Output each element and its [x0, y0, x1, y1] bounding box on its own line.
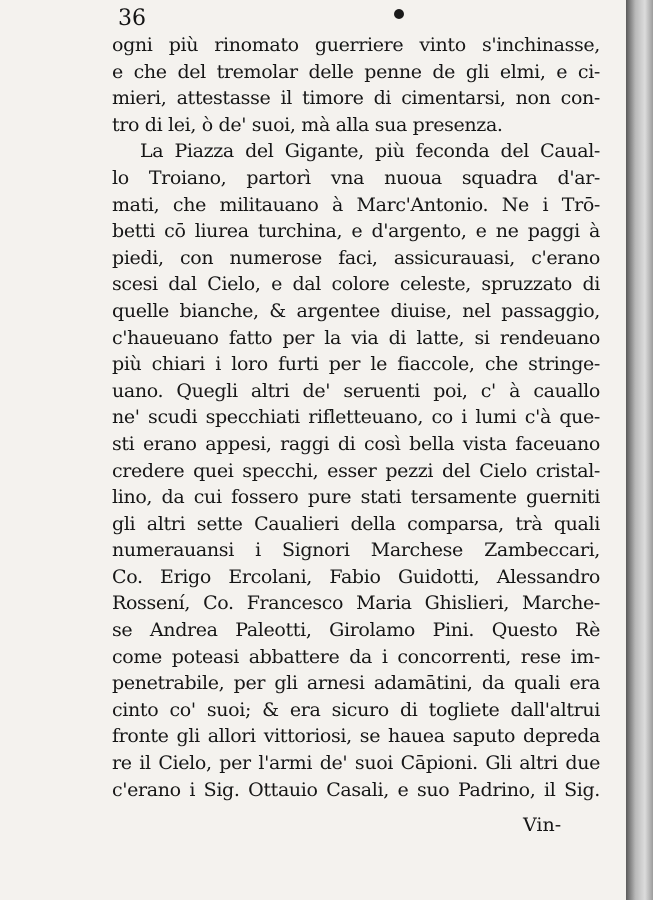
text-line: cinto co' suoi; & era sicuro di togliete dall'altrui: [112, 698, 600, 721]
page-edge-shadow: [626, 0, 653, 900]
text-line: più chiari i loro furti per le fiaccole, che stringe-: [112, 353, 600, 376]
text-line: uano. Quegli altri de' seruenti poi, c' à cauallo: [112, 379, 600, 402]
text-line: betti cō liurea turchina, e d'argento, e ne paggi à: [112, 220, 600, 243]
ink-dot-ornament: [394, 9, 404, 19]
catchword: Vin-: [523, 814, 562, 836]
text-line: scesi dal Cielo, e dal colore celeste, spruzzato di: [112, 273, 600, 296]
text-line: ogni più rinomato guerriere vinto s'inchinasse,: [112, 34, 600, 56]
text-line: se Andrea Paleotti, Girolamo Pini. Questo Rè: [112, 619, 600, 642]
text-line: c'haueuano fatto per la via di latte, si rendeuano: [112, 326, 600, 349]
text-line: come poteasi abbattere da i concorrenti, rese im-: [112, 645, 600, 668]
text-line: re il Cielo, per l'armi de' suoi Cāpioni. Gli altri due: [112, 752, 600, 775]
text-line: sti erano appesi, raggi di così bella vista faceuano: [112, 432, 600, 455]
text-line: mati, che militauano à Marc'Antonio. Ne i Trō-: [112, 193, 600, 216]
text-line: Rossení, Co. Francesco Maria Ghislieri, Marche-: [112, 592, 600, 615]
text-line: lino, da cui fossero pure stati tersamente guerniti: [112, 486, 600, 509]
text-line: tro di lei, ò de' suoi, mà alla sua presenza.: [112, 113, 503, 136]
text-line: c'erano i Sig. Ottauio Casali, e suo Padrino, il Sig.: [112, 778, 600, 801]
text-line: ne' scudi specchiati rifletteuano, co i lumi c'à que-: [112, 406, 600, 429]
text-line: Co. Erigo Ercolani, Fabio Guidotti, Alessandro: [112, 565, 600, 588]
text-line: fronte gli allori vittoriosi, se hauea saputo depreda: [112, 725, 600, 748]
text-line: gli altri sette Caualieri della comparsa, trà quali: [112, 512, 600, 535]
text-line: piedi, con numerose faci, assicurauasi, c'erano: [112, 246, 600, 269]
text-line: La Piazza del Gigante, più feconda del Caual-: [140, 140, 600, 163]
text-line: numerauansi i Signori Marchese Zambeccari,: [112, 539, 600, 562]
text-line: quelle bianche, & argentee diuise, nel passaggio,: [112, 299, 600, 322]
text-line: mieri, attestasse il timore di cimentarsi, non con-: [112, 87, 600, 110]
body-text: [112, 32, 600, 803]
text-line: e che del tremolar delle penne de gli elmi, e ci-: [112, 60, 600, 83]
text-line: penetrabile, per gli arnesi adamātini, da quali era: [112, 672, 600, 695]
text-line: lo Troiano, partorì vna nuoua squadra d'ar-: [112, 166, 600, 189]
text-line: credere quei specchi, esser pezzi del Cielo cristal-: [112, 459, 600, 482]
page-number: 36: [118, 6, 146, 31]
